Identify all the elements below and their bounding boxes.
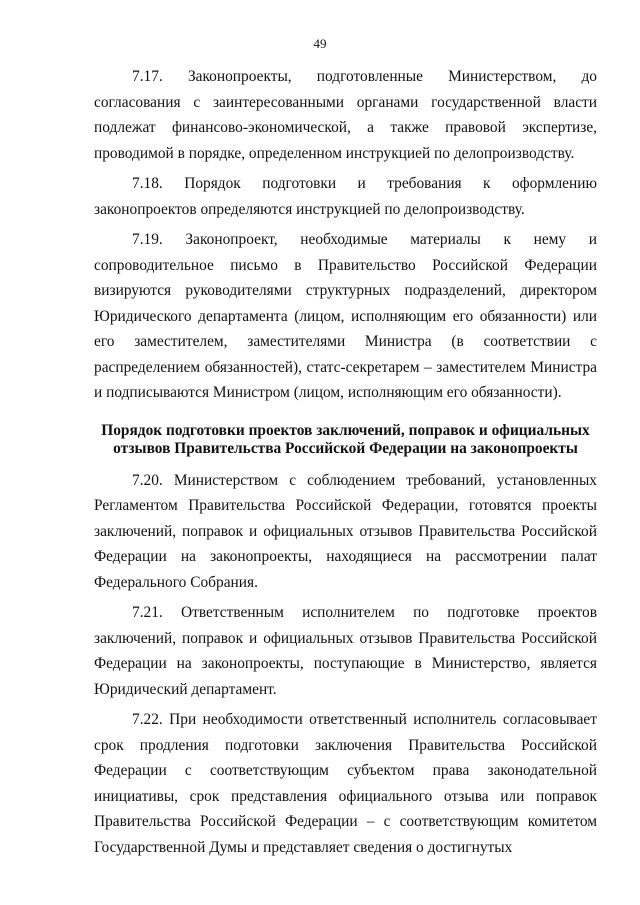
paragraph-7-20: 7.20. Министерством с соблюдением требований, установленных Регламентом Правительства Российской Федерации, готовятся проекты заключений, поправок и официальных отзывов Правительства Российской Федерации на законопроекты, находящиеся на рассмотрении палат Федерального Собрания. — [94, 471, 597, 591]
page-number: 49 — [313, 36, 327, 51]
section-heading — [94, 422, 597, 458]
section-heading-line-2: отзывов Правительства Российской Федерации на законопроекты — [113, 439, 578, 457]
paragraph-7-21: 7.21. Ответственным исполнителем по подготовке проектов заключений, поправок и официальных отзывов Правительства Российской Федерации на законопроекты, поступающие в Министерство, является Юридический департамент. — [94, 604, 597, 698]
paragraph-7-19: 7.19. Законопроект, необходимые материалы к нему и сопроводительное письмо в Правительство Российской Федерации визируются руководителями структурных подразделений, директором Юридического департамента (лицом, исполняющим его обязанности) или его заместителем, заместителями Министра (в соответствии с распределением обязанностей), статс-секретарем – заместителем Министра и подписываются Министром (лицом, исполняющим его обязанности). — [94, 231, 597, 401]
paragraph-7-22: 7.22. При необходимости ответственный исполнитель согласовывает срок продления подготовки заключения Правительства Российской Федерации с соответствующим субъектом права законодательной инициативы, срок представления официального отзыва или поправок Правительства Российской Федерации – с соответствующим комитетом Государственной Думы и представляет сведения о достигнутых — [94, 711, 597, 856]
paragraph-7-18: 7.18. Порядок подготовки и требования к оформлению законопроектов определяются инструкцией по делопроизводству. — [94, 175, 597, 218]
section-heading-line-1: Порядок подготовки проектов заключений, поправок и официальных — [101, 421, 590, 439]
paragraph-7-17: 7.17. Законопроекты, подготовленные Министерством, до согласования с заинтересованными органами государственной власти подлежат финансово-экономической, а также правовой экспертизе, проводимой в порядке, определенном инструкцией по делопроизводству. — [94, 68, 597, 162]
document-body — [94, 64, 597, 865]
